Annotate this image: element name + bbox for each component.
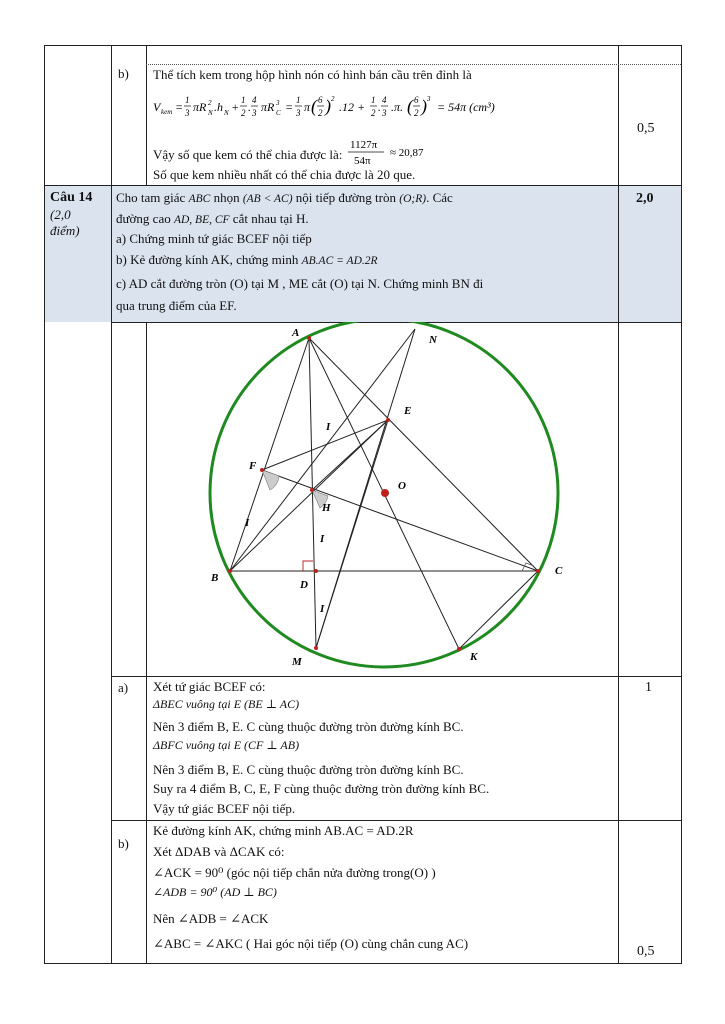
svg-text:N: N — [224, 109, 229, 117]
svg-text:6: 6 — [414, 95, 419, 105]
svg-text:3: 3 — [185, 108, 190, 118]
count-text: Vậy số que kem có thể chia được là: — [153, 146, 343, 162]
grid-line — [44, 963, 682, 964]
svg-text:= 54π (cm³): = 54π (cm³) — [437, 100, 495, 114]
segment-ac — [309, 338, 538, 571]
label-h: H — [322, 502, 331, 514]
svg-text:3: 3 — [296, 108, 301, 118]
label-i: I — [320, 533, 325, 545]
svg-text:): ) — [325, 96, 331, 116]
proof-line: ∠ACK = 90⁰ (góc nội tiếp chắn nửa đường trong(O) ) — [153, 865, 436, 880]
question-score: 2,0 — [636, 191, 654, 206]
grid-line — [111, 45, 112, 964]
svg-text:3: 3 — [252, 108, 257, 118]
prompt-text: . Các — [426, 190, 453, 205]
volume-formula-render — [153, 92, 613, 122]
svg-text:2: 2 — [371, 108, 376, 118]
angle-mark-f — [262, 470, 279, 490]
svg-text:.12 +: .12 + — [339, 100, 366, 114]
score-cell: 0,5 — [637, 121, 655, 136]
svg-text:=: = — [285, 100, 294, 114]
part-label: b) — [118, 66, 129, 81]
svg-text:4: 4 — [382, 95, 387, 105]
svg-text:.: . — [248, 100, 251, 114]
grid-line — [44, 45, 45, 964]
point-a — [307, 336, 311, 340]
question-points-note: (2,0 — [50, 207, 71, 222]
svg-text:54π: 54π — [353, 155, 371, 167]
proof-line: ΔBFC vuông tại E (CF ⊥ AB) — [153, 738, 300, 752]
label-i: I — [326, 421, 331, 433]
prompt-math: AB.AC = AD.2R — [301, 255, 378, 267]
point-k — [457, 647, 461, 651]
svg-text:C: C — [276, 109, 281, 117]
proof-line: Suy ra 4 điểm B, C, E, F cùng thuộc đường tròn đường kính BC. — [153, 781, 490, 796]
prompt-text: nội tiếp đường tròn — [295, 190, 396, 205]
prompt-text: Cho tam giác — [116, 190, 186, 205]
label-i: I — [320, 603, 325, 615]
proof-line: Nên 3 điểm B, E. C cùng thuộc đường tròn đường kính BC. — [153, 719, 464, 734]
svg-text:2: 2 — [318, 108, 323, 118]
prompt-text: cắt nhau tại H. — [232, 211, 309, 226]
question-points-note: điểm) — [50, 223, 80, 238]
svg-text:=: = — [175, 100, 184, 114]
label-c: C — [555, 565, 563, 577]
svg-text:kem: kem — [161, 108, 173, 116]
point-h — [310, 488, 314, 492]
point-f — [260, 468, 264, 472]
prompt-math: ABC — [188, 193, 211, 205]
point-c — [536, 569, 540, 573]
svg-text:V: V — [153, 100, 161, 114]
prompt-math: (AB < AC) — [242, 193, 293, 205]
label-o: O — [398, 480, 406, 492]
proof-line: ∠ADB = 90⁰ (AD ⊥ BC) — [153, 885, 277, 899]
question-title: Câu 14 — [50, 190, 93, 205]
label-e: E — [404, 405, 412, 417]
prompt-text: b) Kẻ đường kính AK, chứng minh — [116, 252, 299, 267]
svg-text:+: + — [231, 100, 240, 114]
label-a: A — [292, 327, 300, 339]
proof-line: ΔBEC vuông tại E (BE ⊥ AC) — [153, 697, 300, 711]
score-cell: 1 — [645, 680, 652, 695]
point-b — [228, 569, 232, 573]
svg-text:2: 2 — [241, 108, 246, 118]
point-e — [386, 418, 390, 422]
count-conclusion: Số que kem nhiều nhất có thể chia được là 20 que. — [153, 167, 416, 182]
svg-text:3: 3 — [382, 108, 387, 118]
question-prompt-line: qua trung điểm của EF. — [116, 298, 237, 313]
score-cell: 0,5 — [637, 944, 655, 959]
grid-line — [618, 45, 619, 964]
proof-line: ∠ABC = ∠AKC ( Hai góc nội tiếp (O) cùng chắn cung AC) — [153, 936, 469, 951]
grid-line — [681, 45, 682, 964]
proof-line: Nên ∠ADB = ∠ACK — [153, 911, 269, 926]
part-label: b) — [118, 836, 129, 851]
svg-text:): ) — [421, 96, 427, 116]
svg-text:2: 2 — [331, 95, 335, 103]
segment-ck — [459, 571, 538, 649]
part-label: a) — [118, 680, 129, 695]
svg-text:(: ( — [407, 96, 413, 116]
proof-line: Xét tứ giác BCEF có: — [153, 679, 266, 694]
label-f: F — [249, 460, 257, 472]
point-o — [381, 489, 389, 497]
count-fraction — [346, 136, 456, 168]
svg-text:4: 4 — [252, 95, 257, 105]
svg-text:1: 1 — [241, 95, 246, 105]
grid-line — [111, 676, 682, 677]
prompt-math: (O;R) — [399, 193, 427, 205]
volume-formula — [153, 92, 613, 128]
volume-intro: Thể tích kem trong hộp hình nón có hình bán cầu trên đỉnh là — [153, 67, 472, 82]
question-prompt-line: c) AD cắt đường tròn (O) tại M , ME cắt (O) tại N. Chứng minh BN đi — [116, 276, 484, 291]
question-prompt-line — [116, 210, 309, 229]
proof-line: Xét ΔDAB và ΔCAK có: — [153, 844, 285, 859]
svg-text:.: . — [378, 100, 381, 114]
svg-text:1: 1 — [185, 95, 190, 105]
label-d: D — [300, 579, 308, 591]
svg-text:1: 1 — [296, 95, 301, 105]
svg-text:N: N — [208, 109, 213, 117]
right-angle-d — [303, 561, 313, 571]
grid-line — [146, 45, 147, 185]
question-prompt-line: a) Chứng minh tứ giác BCEF nội tiếp — [116, 231, 312, 246]
svg-text:2: 2 — [414, 108, 419, 118]
point-d — [314, 569, 318, 573]
label-b: B — [211, 572, 219, 584]
svg-text:≈ 20,87: ≈ 20,87 — [389, 147, 424, 159]
svg-text:3: 3 — [427, 95, 431, 103]
grid-line — [44, 45, 682, 46]
point-m — [314, 646, 318, 650]
grid-line — [111, 820, 682, 821]
prompt-text: đường cao — [116, 211, 171, 226]
question-prompt-line — [116, 189, 453, 208]
proof-line: Vậy tứ giác BCEF nội tiếp. — [153, 801, 296, 816]
svg-text:.π.: .π. — [391, 100, 404, 114]
svg-text:πR: πR — [193, 100, 207, 114]
label-m: M — [292, 656, 302, 668]
grid-line — [44, 185, 682, 186]
svg-text:π: π — [304, 100, 311, 114]
prompt-text: nhọn — [213, 190, 240, 205]
label-k: K — [470, 651, 478, 663]
svg-text:1: 1 — [371, 95, 376, 105]
prompt-math: AD, BE, CF — [173, 214, 230, 226]
question-prompt-line — [116, 251, 378, 270]
label-n: N — [429, 334, 437, 346]
svg-text:2: 2 — [208, 99, 212, 107]
proof-line: Kẻ đường kính AK, chứng minh AB.AC = AD.2R — [153, 823, 414, 838]
proof-line: Nên 3 điểm B, E. C cùng thuộc đường tròn đường kính BC. — [153, 762, 464, 777]
svg-text:1127π: 1127π — [349, 139, 377, 151]
svg-text:.h: .h — [214, 100, 223, 114]
grid-line — [146, 64, 681, 65]
svg-text:6: 6 — [318, 95, 323, 105]
segment-ab — [230, 338, 309, 571]
svg-text:πR: πR — [261, 100, 275, 114]
geometry-figure — [146, 322, 618, 676]
label-i: I — [245, 517, 250, 529]
svg-text:(: ( — [311, 96, 317, 116]
svg-text:3: 3 — [276, 99, 280, 107]
